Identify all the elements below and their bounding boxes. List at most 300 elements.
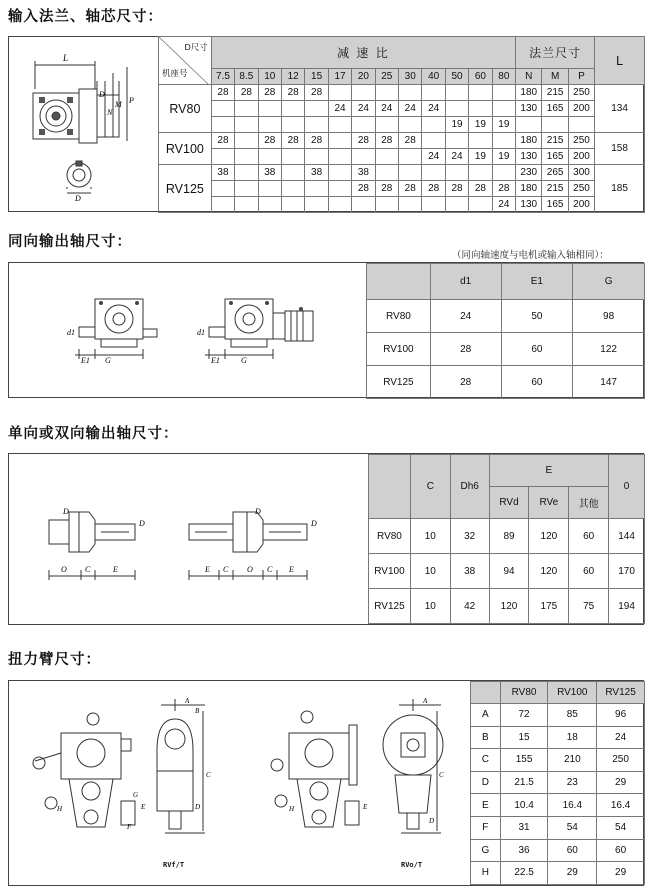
- ratio-header-cell: 10: [258, 69, 281, 85]
- table-row: [471, 794, 645, 817]
- table-row: [367, 300, 645, 333]
- svg-text:E1: E1: [81, 356, 90, 365]
- table-cell: B: [471, 726, 501, 749]
- same-dir-panel: [8, 262, 644, 398]
- table-cell: 94: [489, 554, 529, 589]
- input-flange-panel: [8, 36, 644, 212]
- shaft-cell: [445, 85, 468, 101]
- shaft-cell: [258, 181, 281, 197]
- table-cell: 60: [569, 554, 609, 589]
- shaft-cell: 28: [305, 85, 328, 101]
- svg-text:d1: d1: [67, 328, 75, 337]
- col-header: RV125: [597, 682, 645, 704]
- table-row: [159, 85, 645, 101]
- shaft-cell: [281, 165, 304, 181]
- svg-text:E1: E1: [211, 356, 220, 365]
- shaft-cell: [375, 165, 398, 181]
- shaft-cell: 38: [305, 165, 328, 181]
- shaft-cell: [328, 181, 351, 197]
- table-cell: RV100: [367, 333, 431, 366]
- shaft-cell: [328, 149, 351, 165]
- shaft-cell: [258, 197, 281, 213]
- svg-text:C: C: [267, 565, 273, 574]
- shaft-cell: [375, 117, 398, 133]
- table-cell: 16.4: [548, 794, 597, 817]
- shaft-cell: [445, 133, 468, 149]
- shaft-cell: [281, 197, 304, 213]
- table-cell: 194: [609, 589, 645, 624]
- svg-text:C: C: [439, 771, 444, 779]
- table-row: [159, 197, 645, 213]
- table-cell: 144: [609, 519, 645, 554]
- model-name: RV80: [159, 85, 212, 133]
- svg-text:D: D: [75, 194, 81, 203]
- model-name: RV125: [159, 165, 212, 213]
- ratio-header-cell: 20: [352, 69, 375, 85]
- shaft-cell: [211, 181, 234, 197]
- svg-text:D: D: [429, 817, 435, 825]
- shaft-cell: 28: [281, 133, 304, 149]
- shaft-cell: 19: [492, 117, 515, 133]
- shaft-cell: [399, 149, 422, 165]
- svg-text:H: H: [289, 805, 295, 813]
- torque-arm-table: [470, 681, 645, 885]
- ratio-header-cell: 30: [399, 69, 422, 85]
- shaft-cell: 19: [469, 117, 492, 133]
- table-cell: 10: [410, 519, 450, 554]
- shaft-cell: 28: [352, 133, 375, 149]
- table-row: [159, 101, 645, 117]
- shaft-cell: 28: [258, 85, 281, 101]
- shaft-cell: 28: [422, 181, 445, 197]
- table-cell: C: [471, 749, 501, 772]
- flange-cell: 250: [568, 181, 594, 197]
- caption-rvf: RVf/T: [163, 861, 185, 869]
- single-double-panel: [8, 453, 644, 625]
- table-row: [159, 149, 645, 165]
- flange-cell: 215: [542, 133, 568, 149]
- table-row: [471, 704, 645, 727]
- shaft-cell: [422, 85, 445, 101]
- flange-cell: [542, 117, 568, 133]
- table-row: [369, 554, 645, 589]
- input-flange-drawing: [9, 37, 157, 211]
- flange-cell: 265: [542, 165, 568, 181]
- shaft-cell: [211, 197, 234, 213]
- flange-cell: 180: [516, 133, 542, 149]
- L-value: 134: [595, 85, 645, 133]
- shaft-cell: [328, 117, 351, 133]
- shaft-cell: 28: [399, 133, 422, 149]
- table-cell: 36: [500, 839, 548, 862]
- svg-text:C: C: [223, 565, 229, 574]
- table-cell: 31: [500, 816, 548, 839]
- single-double-drawing: [9, 454, 367, 624]
- table-cell: 21.5: [500, 771, 548, 794]
- shaft-cell: 24: [375, 101, 398, 117]
- shaft-cell: [492, 165, 515, 181]
- table-cell: H: [471, 862, 501, 885]
- shaft-cell: 28: [375, 133, 398, 149]
- table-cell: 89: [489, 519, 529, 554]
- svg-text:H: H: [57, 805, 63, 813]
- table-row: [367, 366, 645, 399]
- table-cell: 29: [548, 862, 597, 885]
- L-header: L: [595, 37, 645, 85]
- table-cell: 28: [430, 333, 501, 366]
- flange-cell: 165: [542, 197, 568, 213]
- flange-header: 法兰尺寸: [516, 37, 595, 69]
- table-cell: 54: [597, 816, 645, 839]
- shaft-cell: [258, 149, 281, 165]
- svg-text:A: A: [423, 697, 428, 705]
- svg-text:E: E: [205, 565, 210, 574]
- section-title-single-double: 单向或双向输出轴尺寸：: [8, 424, 179, 444]
- shaft-cell: 19: [445, 117, 468, 133]
- svg-text:B: B: [195, 707, 200, 715]
- svg-text:d1: d1: [197, 328, 205, 337]
- flange-cell: 215: [542, 85, 568, 101]
- flange-cell: 230: [516, 165, 542, 181]
- table-cell: RV125: [369, 589, 411, 624]
- shaft-cell: [445, 165, 468, 181]
- ratio-header-cell: 15: [305, 69, 328, 85]
- table-cell: 72: [500, 704, 548, 727]
- shaft-cell: 24: [328, 101, 351, 117]
- flange-col-header: M: [542, 69, 568, 85]
- shaft-cell: [352, 117, 375, 133]
- torque-arm-panel: [8, 680, 644, 886]
- shaft-cell: [469, 85, 492, 101]
- table-cell: 120: [529, 554, 569, 589]
- ratio-header-cell: 8.5: [235, 69, 258, 85]
- table-cell: 10: [410, 589, 450, 624]
- table-cell: 42: [450, 589, 489, 624]
- ratio-header-cell: 12: [281, 69, 304, 85]
- shaft-cell: [235, 165, 258, 181]
- flange-cell: [568, 117, 594, 133]
- flange-cell: 300: [568, 165, 594, 181]
- table-cell: 155: [500, 749, 548, 772]
- same-dir-table: [366, 263, 645, 399]
- table-cell: 85: [548, 704, 597, 727]
- shaft-cell: [492, 101, 515, 117]
- shaft-cell: [399, 165, 422, 181]
- table-cell: 60: [597, 839, 645, 862]
- table-row: [471, 816, 645, 839]
- table-cell: 38: [450, 554, 489, 589]
- flange-cell: 215: [542, 181, 568, 197]
- shaft-cell: 24: [422, 149, 445, 165]
- input-flange-body: [159, 85, 645, 213]
- shaft-cell: 28: [445, 181, 468, 197]
- flange-cell: 130: [516, 149, 542, 165]
- shaft-cell: [235, 101, 258, 117]
- shaft-cell: [211, 101, 234, 117]
- label-L: L: [63, 53, 69, 63]
- flange-cell: 165: [542, 101, 568, 117]
- svg-text:O: O: [247, 565, 253, 574]
- shaft-cell: [281, 149, 304, 165]
- table-cell: 22.5: [500, 862, 548, 885]
- table-cell: 170: [609, 554, 645, 589]
- col-header: d1: [430, 264, 501, 300]
- flange-cell: 165: [542, 149, 568, 165]
- svg-text:E: E: [363, 803, 368, 811]
- table-cell: 15: [500, 726, 548, 749]
- shaft-cell: 24: [492, 197, 515, 213]
- ratio-header-cell: 50: [445, 69, 468, 85]
- table-row: [471, 749, 645, 772]
- col-header: [471, 682, 501, 704]
- table-cell: 175: [529, 589, 569, 624]
- table-row: [369, 589, 645, 624]
- shaft-cell: [399, 197, 422, 213]
- shaft-cell: [281, 101, 304, 117]
- table-cell: 32: [450, 519, 489, 554]
- torque-arm-drawing: [9, 681, 469, 885]
- svg-text:P: P: [129, 96, 134, 105]
- table-cell: G: [471, 839, 501, 862]
- ratio-header-cell: 25: [375, 69, 398, 85]
- svg-text:D: D: [63, 507, 69, 516]
- table-cell: RV80: [369, 519, 411, 554]
- input-flange-table: [158, 36, 645, 213]
- table-row: [369, 519, 645, 554]
- svg-text:D: D: [99, 90, 105, 99]
- flange-cell: [516, 117, 542, 133]
- table-cell: 23: [548, 771, 597, 794]
- shaft-cell: [445, 101, 468, 117]
- table-row: [471, 726, 645, 749]
- shaft-cell: 24: [445, 149, 468, 165]
- flange-cell: 250: [568, 85, 594, 101]
- svg-text:G: G: [105, 356, 111, 365]
- shaft-cell: [469, 133, 492, 149]
- ratio-header-cell: 40: [422, 69, 445, 85]
- flange-cell: 200: [568, 101, 594, 117]
- caption-rvo: RVo/T: [401, 861, 423, 869]
- svg-text:G: G: [241, 356, 247, 365]
- flange-cell: 200: [568, 149, 594, 165]
- shaft-cell: [469, 197, 492, 213]
- shaft-cell: [375, 149, 398, 165]
- svg-text:C: C: [85, 565, 91, 574]
- flange-cell: 250: [568, 133, 594, 149]
- svg-text:E: E: [289, 565, 294, 574]
- ratio-header: 减 速 比: [211, 37, 515, 69]
- model-name: RV100: [159, 133, 212, 165]
- table-cell: 29: [597, 862, 645, 885]
- col-header: RV80: [500, 682, 548, 704]
- svg-text:C: C: [206, 771, 211, 779]
- shaft-cell: [235, 117, 258, 133]
- table-cell: 10: [410, 554, 450, 589]
- single-double-table: C Dh6 E 0 RVd RVe 其他 RV80 10 32 89 120 60 144 RV100 10 38 94 120 60 170 RV125 10 42 120 175 75 194: [368, 454, 645, 624]
- shaft-cell: [422, 165, 445, 181]
- shaft-cell: 38: [258, 165, 281, 181]
- shaft-cell: 28: [399, 181, 422, 197]
- section-title-same-dir: 同向输出轴尺寸：: [8, 232, 132, 252]
- shaft-cell: [305, 197, 328, 213]
- table-cell: 98: [573, 300, 645, 333]
- table-row: [159, 117, 645, 133]
- table-cell: 60: [501, 333, 573, 366]
- table-cell: RV100: [369, 554, 411, 589]
- table-cell: 120: [489, 589, 529, 624]
- table-cell: 24: [430, 300, 501, 333]
- svg-text:A: A: [185, 697, 190, 705]
- shaft-cell: 19: [469, 149, 492, 165]
- shaft-cell: 24: [399, 101, 422, 117]
- shaft-cell: 28: [258, 133, 281, 149]
- table-cell: 147: [573, 366, 645, 399]
- ratio-row: [159, 69, 645, 85]
- same-dir-drawing: [9, 263, 365, 397]
- shaft-cell: [235, 133, 258, 149]
- svg-text:M: M: [115, 100, 122, 109]
- shaft-cell: [422, 133, 445, 149]
- shaft-cell: [399, 117, 422, 133]
- flange-cell: 130: [516, 197, 542, 213]
- table-cell: 29: [597, 771, 645, 794]
- svg-text:E: E: [113, 565, 118, 574]
- table-cell: 18: [548, 726, 597, 749]
- L-value: 158: [595, 133, 645, 165]
- svg-text:E: E: [141, 803, 146, 811]
- shaft-cell: [305, 149, 328, 165]
- table-row: [471, 839, 645, 862]
- flange-cell: 130: [516, 101, 542, 117]
- shaft-cell: [352, 149, 375, 165]
- col-header: G: [573, 264, 645, 300]
- table-cell: F: [471, 816, 501, 839]
- shaft-cell: [328, 165, 351, 181]
- svg-text:F: F: [127, 823, 132, 831]
- shaft-cell: 19: [492, 149, 515, 165]
- shaft-cell: 28: [235, 85, 258, 101]
- table-cell: 96: [597, 704, 645, 727]
- shaft-cell: 28: [492, 181, 515, 197]
- corner-cell: D尺寸 机座号: [159, 37, 212, 85]
- ratio-header-cell: 17: [328, 69, 351, 85]
- table-cell: 28: [430, 366, 501, 399]
- shaft-cell: [258, 101, 281, 117]
- shaft-cell: 38: [352, 165, 375, 181]
- same-dir-note: （同向轴速度与电机或输入轴相同）：: [452, 250, 609, 261]
- svg-text:D: D: [255, 507, 261, 516]
- svg-text:D: D: [139, 519, 145, 528]
- shaft-cell: [422, 197, 445, 213]
- table-cell: 75: [569, 589, 609, 624]
- table-row: [471, 771, 645, 794]
- shaft-cell: [422, 117, 445, 133]
- table-cell: 122: [573, 333, 645, 366]
- shaft-cell: [235, 181, 258, 197]
- shaft-cell: [399, 85, 422, 101]
- shaft-cell: [328, 133, 351, 149]
- table-cell: RV125: [367, 366, 431, 399]
- section-title-input: 输入法兰、轴芯尺寸：: [8, 7, 163, 27]
- col-header: RV100: [548, 682, 597, 704]
- table-cell: 16.4: [597, 794, 645, 817]
- table-cell: 60: [501, 366, 573, 399]
- ratio-header-cell: 60: [469, 69, 492, 85]
- section-title-torque-arm: 扭力臂尺寸：: [8, 650, 101, 670]
- table-cell: 60: [569, 519, 609, 554]
- shaft-cell: [352, 85, 375, 101]
- shaft-cell: [211, 117, 234, 133]
- table-cell: 250: [597, 749, 645, 772]
- shaft-cell: [258, 117, 281, 133]
- shaft-cell: [305, 181, 328, 197]
- shaft-cell: [235, 149, 258, 165]
- shaft-cell: [281, 181, 304, 197]
- svg-text:N: N: [107, 108, 113, 117]
- table-row: [159, 165, 645, 181]
- shaft-cell: [328, 197, 351, 213]
- shaft-cell: [305, 117, 328, 133]
- svg-text:G: G: [133, 791, 139, 799]
- ratio-header-cell: 80: [492, 69, 515, 85]
- shaft-cell: [375, 85, 398, 101]
- shaft-cell: [469, 101, 492, 117]
- table-cell: RV80: [367, 300, 431, 333]
- shaft-cell: [211, 149, 234, 165]
- flange-cell: 200: [568, 197, 594, 213]
- shaft-cell: [445, 197, 468, 213]
- shaft-cell: 38: [211, 165, 234, 181]
- shaft-cell: [352, 197, 375, 213]
- shaft-cell: 28: [375, 181, 398, 197]
- table-row: [159, 181, 645, 197]
- shaft-cell: [492, 133, 515, 149]
- table-cell: 50: [501, 300, 573, 333]
- shaft-cell: [375, 197, 398, 213]
- shaft-cell: [492, 85, 515, 101]
- svg-text:D: D: [195, 803, 201, 811]
- table-row: [367, 333, 645, 366]
- shaft-cell: [328, 85, 351, 101]
- ratio-header-cell: 7.5: [211, 69, 234, 85]
- table-cell: D: [471, 771, 501, 794]
- L-value: 185: [595, 165, 645, 213]
- shaft-cell: [469, 165, 492, 181]
- shaft-cell: [235, 197, 258, 213]
- shaft-cell: 28: [469, 181, 492, 197]
- shaft-cell: [281, 117, 304, 133]
- svg-text:O: O: [61, 565, 67, 574]
- flange-col-header: P: [568, 69, 594, 85]
- shaft-cell: 28: [352, 181, 375, 197]
- table-cell: 60: [548, 839, 597, 862]
- col-header: [367, 264, 431, 300]
- table-cell: 10.4: [500, 794, 548, 817]
- flange-cell: 180: [516, 181, 542, 197]
- shaft-cell: 24: [352, 101, 375, 117]
- shaft-cell: 28: [305, 133, 328, 149]
- shaft-cell: 24: [422, 101, 445, 117]
- table-cell: 54: [548, 816, 597, 839]
- table-cell: 120: [529, 519, 569, 554]
- shaft-cell: 28: [281, 85, 304, 101]
- shaft-cell: 28: [211, 133, 234, 149]
- svg-text:D: D: [311, 519, 317, 528]
- col-header: E1: [501, 264, 573, 300]
- table-cell: A: [471, 704, 501, 727]
- flange-cell: 180: [516, 85, 542, 101]
- flange-col-header: N: [516, 69, 542, 85]
